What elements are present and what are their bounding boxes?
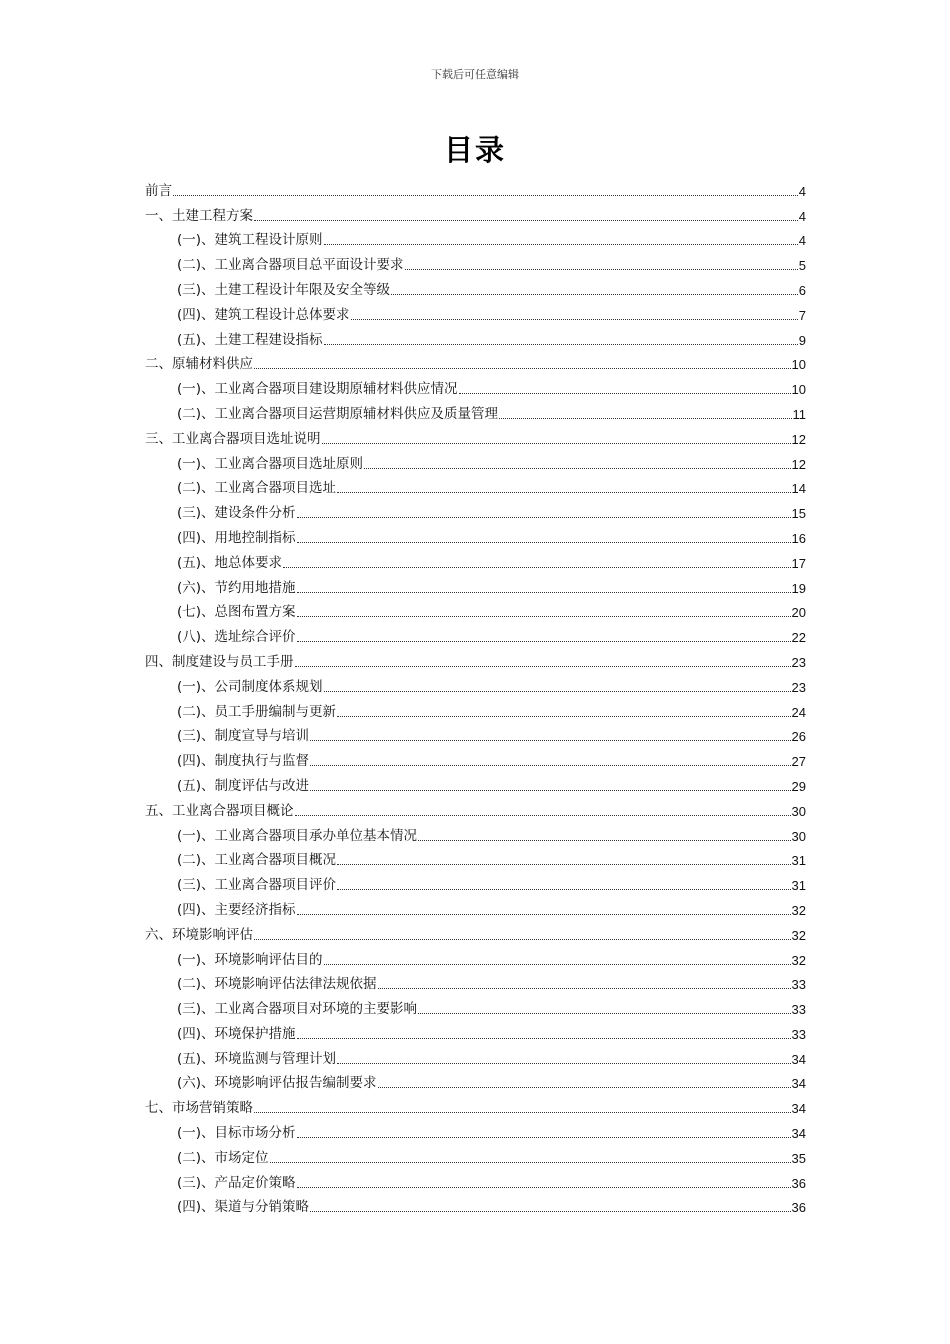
toc-dot-leader	[310, 739, 790, 741]
toc-entry-title: (二)、环境影响评估法律法规依据	[177, 976, 377, 993]
toc-entry-page-number: 4	[798, 208, 806, 224]
toc-entry-title: 三、工业离合器项目选址说明	[145, 430, 321, 447]
toc-entry-title: 七、市场营销策略	[145, 1100, 253, 1117]
toc-entry-page-number: 22	[791, 630, 806, 646]
toc-dot-leader	[364, 467, 790, 469]
toc-entry-title: (一)、环境影响评估目的	[177, 951, 323, 968]
toc-dot-leader	[297, 640, 791, 642]
toc-entry-page-number: 23	[791, 654, 806, 670]
toc-entry-page-number: 24	[791, 704, 806, 720]
toc-entry-title: 六、环境影响评估	[145, 926, 253, 943]
toc-entry-page-number: 32	[791, 927, 806, 943]
toc-entry-page-number: 7	[798, 307, 806, 323]
toc-entry[interactable]	[145, 646, 806, 671]
toc-entry-page-number: 32	[791, 902, 806, 918]
toc-entry-title: 四、制度建设与员工手册	[145, 653, 294, 670]
toc-dot-leader	[337, 863, 790, 865]
toc-entry[interactable]	[145, 225, 806, 250]
toc-dot-leader	[418, 839, 790, 841]
toc-entry[interactable]	[145, 1167, 806, 1192]
toc-dot-leader	[351, 318, 798, 320]
toc-entry[interactable]	[145, 522, 806, 547]
toc-entry[interactable]	[145, 944, 806, 969]
toc-entry[interactable]	[145, 1142, 806, 1167]
toc-dot-leader	[173, 194, 798, 196]
toc-dot-leader	[459, 392, 791, 394]
toc-dot-leader	[295, 665, 791, 667]
toc-dot-leader	[254, 938, 791, 940]
toc-entry-page-number: 23	[791, 679, 806, 695]
toc-entry-page-number: 19	[791, 580, 806, 596]
toc-entry-page-number: 33	[791, 977, 806, 993]
toc-entry-page-number: 10	[791, 357, 806, 373]
toc-entry[interactable]	[145, 621, 806, 646]
toc-entry-page-number: 34	[791, 1051, 806, 1067]
toc-entry-title: (一)、公司制度体系规划	[177, 678, 323, 695]
toc-dot-leader	[297, 1186, 791, 1188]
toc-entry-title: (三)、工业离合器项目对环境的主要影响	[177, 1001, 418, 1018]
toc-entry[interactable]	[145, 969, 806, 994]
toc-dot-leader	[405, 268, 798, 270]
toc-entry-page-number: 34	[791, 1126, 806, 1142]
toc-dot-leader	[310, 1210, 790, 1212]
toc-entry-page-number: 12	[791, 431, 806, 447]
toc-entry-page-number: 10	[791, 382, 806, 398]
toc-dot-leader	[324, 343, 798, 345]
toc-entry[interactable]	[145, 993, 806, 1018]
toc-entry-title: (五)、环境监测与管理计划	[177, 1050, 337, 1067]
toc-dot-leader	[295, 814, 791, 816]
toc-entry-title: (三)、产品定价策略	[177, 1174, 296, 1191]
toc-dot-leader	[310, 764, 790, 766]
toc-entry[interactable]	[145, 1192, 806, 1217]
toc-entry-title: (四)、用地控制指标	[177, 529, 296, 546]
toc-entry[interactable]	[145, 349, 806, 374]
toc-dot-leader	[254, 367, 791, 369]
toc-entry-title: (二)、市场定位	[177, 1149, 269, 1166]
toc-dot-leader	[337, 1062, 790, 1064]
toc-entry[interactable]	[145, 299, 806, 324]
toc-entry-page-number: 14	[791, 481, 806, 497]
toc-dot-leader	[324, 963, 791, 965]
toc-entry[interactable]	[145, 795, 806, 820]
toc-entry[interactable]	[145, 373, 806, 398]
toc-entry[interactable]	[145, 721, 806, 746]
toc-entry-title: (三)、建设条件分析	[177, 505, 296, 522]
toc-entry-page-number: 9	[798, 332, 806, 348]
toc-entry-title: (六)、环境影响评估报告编制要求	[177, 1075, 377, 1092]
toc-entry-page-number: 15	[791, 506, 806, 522]
toc-entry-title: (四)、制度执行与监督	[177, 753, 310, 770]
toc-entry-page-number: 30	[791, 803, 806, 819]
toc-entry[interactable]	[145, 919, 806, 944]
toc-entry-title: (六)、节约用地措施	[177, 579, 296, 596]
toc-dot-leader	[297, 1136, 791, 1138]
toc-entry-title: (八)、选址综合评价	[177, 629, 296, 646]
toc-entry-title: (五)、制度评估与改进	[177, 777, 310, 794]
toc-dot-leader	[297, 913, 791, 915]
toc-entry[interactable]	[145, 175, 806, 200]
toc-entry-page-number: 20	[791, 605, 806, 621]
toc-entry-title: (四)、主要经济指标	[177, 901, 296, 918]
toc-entry-title: (一)、工业离合器项目承办单位基本情况	[177, 827, 418, 844]
toc-entry-title: (二)、工业离合器项目概况	[177, 852, 337, 869]
toc-entry-page-number: 31	[791, 878, 806, 894]
toc-dot-leader	[322, 442, 791, 444]
toc-dot-leader	[270, 1161, 791, 1163]
toc-entry-page-number: 34	[791, 1101, 806, 1117]
toc-dot-leader	[418, 1012, 790, 1014]
toc-entry[interactable]	[145, 1018, 806, 1043]
toc-dot-leader	[337, 491, 790, 493]
toc-entry-title: (二)、工业离合器项目总平面设计要求	[177, 257, 404, 274]
toc-entry[interactable]	[145, 1117, 806, 1142]
toc-entry[interactable]	[145, 696, 806, 721]
toc-entry[interactable]	[145, 249, 806, 274]
toc-entry-page-number: 4	[798, 183, 806, 199]
toc-dot-leader	[297, 1037, 791, 1039]
toc-entry-page-number: 36	[791, 1200, 806, 1216]
toc-entry[interactable]	[145, 448, 806, 473]
toc-entry[interactable]	[145, 497, 806, 522]
toc-dot-leader	[324, 243, 798, 245]
toc-entry-title: (二)、员工手册编制与更新	[177, 703, 337, 720]
toc-entry[interactable]	[145, 845, 806, 870]
toc-entry-page-number: 26	[791, 729, 806, 745]
toc-entry[interactable]	[145, 1068, 806, 1093]
toc-entry-page-number: 11	[792, 406, 806, 422]
toc-entry[interactable]	[145, 324, 806, 349]
toc-entry-title: (一)、工业离合器项目选址原则	[177, 455, 364, 472]
toc-entry-page-number: 29	[791, 778, 806, 794]
toc-entry-page-number: 31	[791, 853, 806, 869]
toc-entry[interactable]	[145, 820, 806, 845]
toc-entry-title: (二)、工业离合器项目选址	[177, 480, 337, 497]
toc-entry-page-number: 34	[791, 1076, 806, 1092]
toc-dot-leader	[297, 541, 791, 543]
toc-entry-title: (一)、建筑工程设计原则	[177, 232, 323, 249]
toc-entry-title: (四)、建筑工程设计总体要求	[177, 306, 350, 323]
toc-entry-title: 一、土建工程方案	[145, 207, 253, 224]
page-header: 下载后可任意编辑	[431, 68, 519, 81]
toc-entry[interactable]	[145, 597, 806, 622]
table-of-contents	[145, 175, 806, 1216]
page-title: 目录	[443, 133, 506, 167]
toc-entry-title: 五、工业离合器项目概论	[145, 802, 294, 819]
toc-entry-page-number: 6	[798, 282, 806, 298]
toc-entry-page-number: 16	[791, 530, 806, 546]
toc-entry[interactable]	[145, 894, 806, 919]
toc-dot-leader	[297, 591, 791, 593]
toc-entry-page-number: 4	[798, 233, 806, 249]
toc-entry[interactable]	[145, 1043, 806, 1068]
toc-dot-leader	[324, 690, 791, 692]
toc-entry-page-number: 35	[791, 1150, 806, 1166]
toc-entry-title: (一)、目标市场分析	[177, 1125, 296, 1142]
toc-entry-title: (一)、工业离合器项目建设期原辅材料供应情况	[177, 381, 458, 398]
toc-entry-title: (三)、工业离合器项目评价	[177, 877, 337, 894]
toc-dot-leader	[254, 219, 798, 221]
toc-entry[interactable]	[145, 1092, 806, 1117]
toc-entry-title: (二)、工业离合器项目运营期原辅材料供应及质量管理	[177, 405, 499, 422]
toc-entry-title: (五)、地总体要求	[177, 554, 283, 571]
toc-dot-leader	[337, 715, 790, 717]
toc-entry[interactable]	[145, 423, 806, 448]
toc-entry-page-number: 33	[791, 1026, 806, 1042]
toc-entry[interactable]	[145, 745, 806, 770]
toc-entry[interactable]	[145, 274, 806, 299]
toc-entry[interactable]	[145, 770, 806, 795]
toc-entry-title: (五)、土建工程建设指标	[177, 331, 323, 348]
toc-entry-page-number: 33	[791, 1002, 806, 1018]
toc-entry-page-number: 27	[791, 754, 806, 770]
toc-dot-leader	[499, 417, 791, 419]
toc-dot-leader	[310, 789, 790, 791]
toc-entry[interactable]	[145, 572, 806, 597]
toc-entry[interactable]	[145, 473, 806, 498]
toc-entry-title: (四)、渠道与分销策略	[177, 1199, 310, 1216]
toc-entry-page-number: 12	[791, 456, 806, 472]
toc-entry-title: 前言	[145, 182, 172, 199]
toc-entry-page-number: 30	[791, 828, 806, 844]
toc-entry-page-number: 5	[798, 258, 806, 274]
toc-entry-title: (四)、环境保护措施	[177, 1025, 296, 1042]
toc-dot-leader	[391, 293, 798, 295]
toc-dot-leader	[297, 615, 791, 617]
toc-dot-leader	[254, 1111, 791, 1113]
toc-entry-title: (三)、土建工程设计年限及安全等级	[177, 281, 391, 298]
toc-entry-title: (七)、总图布置方案	[177, 604, 296, 621]
toc-entry-page-number: 36	[791, 1175, 806, 1191]
toc-entry-title: 二、原辅材料供应	[145, 356, 253, 373]
toc-entry[interactable]	[145, 200, 806, 225]
toc-dot-leader	[378, 1086, 791, 1088]
toc-dot-leader	[337, 888, 790, 890]
toc-entry[interactable]	[145, 547, 806, 572]
toc-dot-leader	[297, 516, 791, 518]
toc-dot-leader	[378, 987, 791, 989]
toc-entry-page-number: 32	[791, 952, 806, 968]
toc-entry[interactable]	[145, 869, 806, 894]
toc-entry[interactable]	[145, 398, 806, 423]
toc-dot-leader	[283, 566, 790, 568]
toc-entry-page-number: 17	[791, 555, 806, 571]
toc-entry[interactable]	[145, 671, 806, 696]
toc-entry-title: (三)、制度宣导与培训	[177, 728, 310, 745]
